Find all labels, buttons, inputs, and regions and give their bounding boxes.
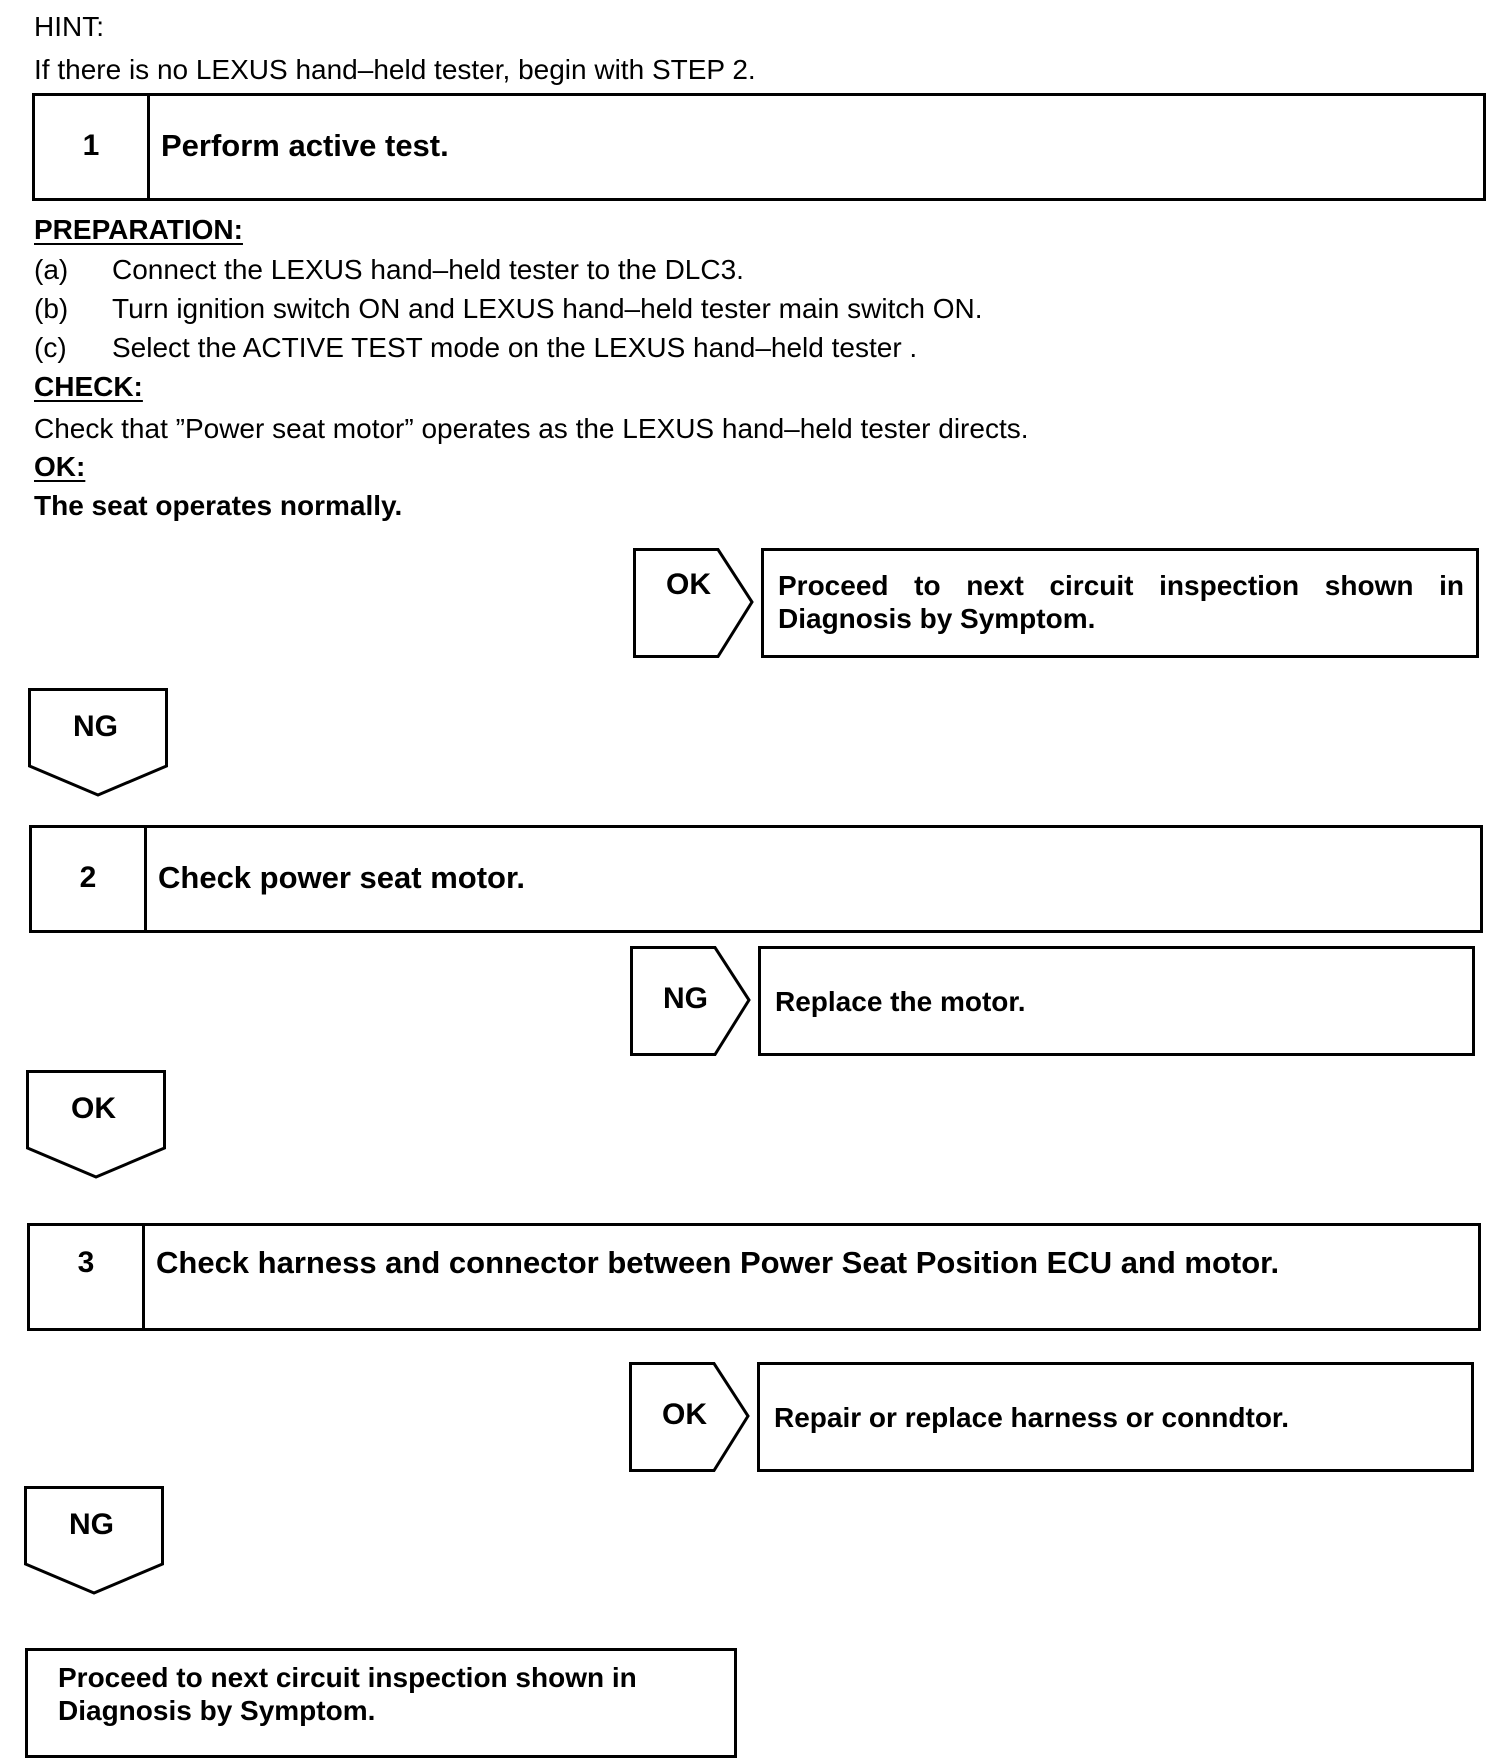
check-label: CHECK: <box>34 371 143 402</box>
step-1-header <box>32 93 1486 201</box>
prep-b-marker: (b) <box>34 293 69 324</box>
ng-branch-tag <box>630 946 752 1056</box>
final-result-box: Proceed to next circuit inspection shown in Diagnosis by Symptom. <box>25 1648 737 1758</box>
result-box-repair-harness: Repair or replace harness or conndtor. <box>757 1362 1474 1472</box>
step-title: Perform active test. <box>161 128 449 163</box>
step-number: 1 <box>35 96 150 198</box>
step-number: 2 <box>32 828 147 930</box>
ok-branch-tag <box>633 548 755 658</box>
hint-text: If there is no LEXUS hand–held tester, begin with STEP 2. <box>34 54 756 85</box>
prep-c-marker: (c) <box>34 332 67 363</box>
step-2-header <box>29 825 1483 933</box>
result-box-proceed: Proceed to next circuit inspection shown in Diagnosis by Symptom. <box>761 548 1479 658</box>
ng-down-tag <box>28 688 168 798</box>
ng-down-tag <box>24 1486 164 1596</box>
step-title: Check harness and connector between Power Seat Position ECU and motor. <box>156 1245 1280 1280</box>
ok-branch-tag <box>629 1362 751 1472</box>
tag-label: OK <box>662 1398 707 1431</box>
prep-a-marker: (a) <box>34 254 69 285</box>
step-number: 3 <box>30 1226 145 1328</box>
ok-down-tag <box>26 1070 166 1180</box>
step-3-header <box>27 1223 1481 1331</box>
ok-label: OK: <box>34 451 86 482</box>
tag-label: NG <box>663 982 708 1015</box>
tag-label: OK <box>71 1092 116 1125</box>
ok-text: The seat operates normally. <box>34 490 403 521</box>
check-text: Check that ”Power seat motor” operates as the LEXUS hand–held tester directs. <box>34 413 1029 444</box>
step-title: Check power seat motor. <box>158 860 525 895</box>
tag-label: OK <box>666 568 711 601</box>
prep-b-text: Turn ignition switch ON and LEXUS hand–held tester main switch ON. <box>112 293 983 324</box>
preparation-label: PREPARATION: <box>34 214 243 245</box>
hint-label: HINT: <box>34 11 104 42</box>
prep-a-text: Connect the LEXUS hand–held tester to the DLC3. <box>112 254 744 285</box>
result-box-replace-motor: Replace the motor. <box>758 946 1475 1056</box>
tag-label: NG <box>69 1508 114 1541</box>
prep-c-text: Select the ACTIVE TEST mode on the LEXUS hand–held tester . <box>112 332 918 363</box>
tag-label: NG <box>73 710 118 743</box>
